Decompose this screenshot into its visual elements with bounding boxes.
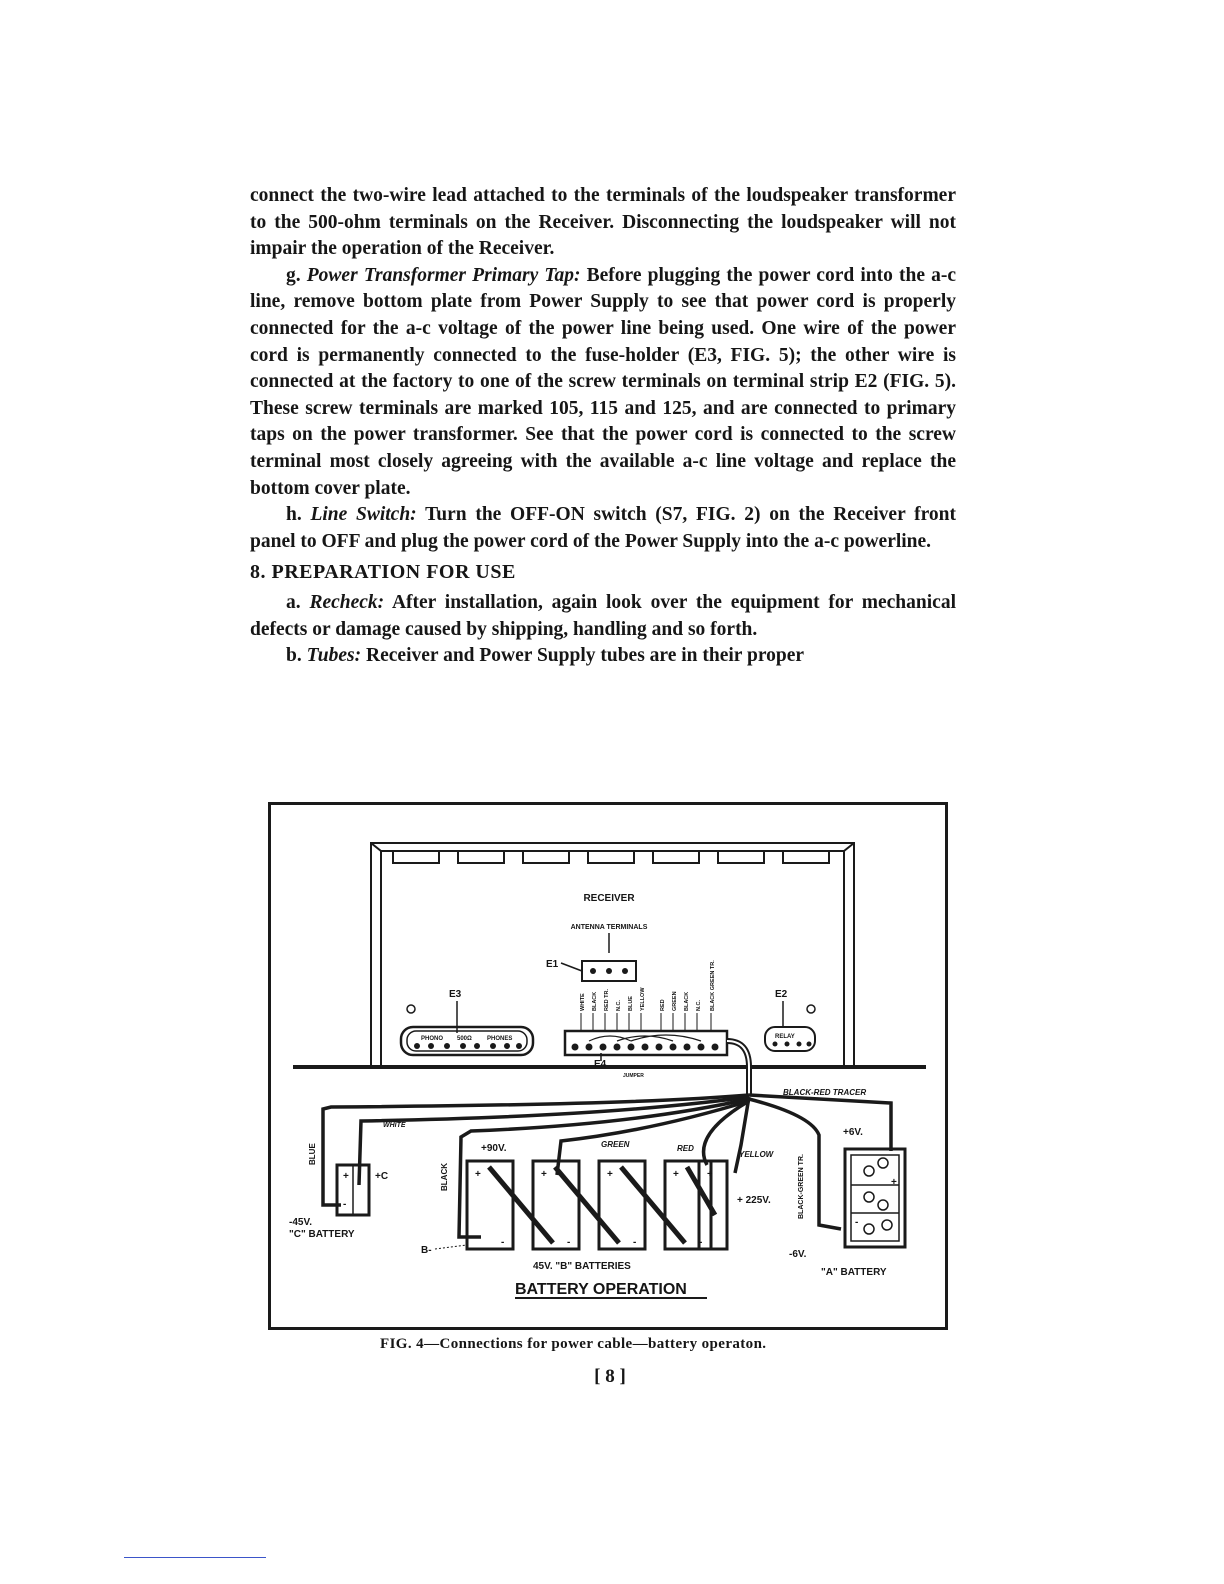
svg-text:+: +: [475, 1169, 481, 1180]
blue-label: BLUE: [308, 1143, 317, 1165]
paragraph-lead: h.: [286, 504, 302, 526]
paragraph-text: Receiver and Power Supply tubes are in their proper: [366, 645, 805, 667]
paragraph-run-in-title: Power Transformer Primary Tap:: [306, 264, 581, 286]
terminal-color-labels: [580, 960, 716, 1011]
battery-leads: [323, 1095, 891, 1237]
paragraph-lead: b.: [286, 645, 302, 667]
e3-label: E3: [449, 989, 462, 1000]
paragraph-run-in-title: Tubes:: [306, 645, 362, 667]
black-label: BLACK: [440, 1163, 449, 1191]
plus-90v-label: +90V.: [481, 1143, 507, 1154]
svg-text:-: -: [343, 1199, 347, 1210]
e4-label: E4: [594, 1059, 607, 1070]
svg-text:-: -: [699, 1237, 703, 1248]
plus-6v-label: +6V.: [843, 1127, 863, 1138]
terminal-color-label: BLACK GREEN TR.: [710, 960, 716, 1011]
b-batteries-label: 45V. "B" BATTERIES: [533, 1261, 631, 1272]
phono-label: PHONO: [421, 1036, 444, 1042]
svg-text:-: -: [567, 1237, 571, 1248]
terminal-color-label: RED: [660, 999, 666, 1011]
paragraph-text: Turn the OFF-ON switch (S7, FIG. 2) on the Receiver front panel to OFF and plug the power cord of the Power Supply into the a-c powerline.: [250, 504, 956, 552]
paragraph-text: connect the two-wire lead attached to the terminals of the loudspeaker transformer to the 500-ohm terminals on the Receiver. Disconnecting the loudspeaker will not impair the operation of the Receiver.: [250, 185, 956, 260]
minus-45v-label: -45V.: [289, 1217, 312, 1228]
paragraph-lead: a.: [286, 591, 301, 613]
terminal-color-label: BLACK: [684, 991, 690, 1011]
black-red-tracer-label: BLACK-RED TRACER: [783, 1088, 867, 1097]
c-battery-label: "C" BATTERY: [289, 1229, 355, 1240]
paragraph-text: After installation, again look over the equipment for mechanical defects or damage caused by shipping, handling and so forth.: [250, 591, 956, 640]
svg-text:+: +: [673, 1169, 679, 1180]
svg-text:-: -: [501, 1237, 505, 1248]
receiver-label: RECEIVER: [583, 893, 635, 904]
page-number: [ 8 ]: [594, 1366, 626, 1387]
paragraph-h: [250, 502, 956, 555]
antenna-terminals-label: ANTENNA TERMINALS: [570, 924, 648, 931]
terminal-color-label: GREEN: [672, 991, 678, 1011]
e4-terminal-strip: [565, 1031, 727, 1055]
terminal-color-label: N.C.: [696, 1000, 702, 1011]
jumper-wires: [589, 1035, 701, 1041]
paragraph-continuation: [250, 183, 956, 263]
e2-label: E2: [775, 989, 788, 1000]
white-label: WHITE: [383, 1122, 406, 1129]
svg-text:+: +: [541, 1169, 547, 1180]
svg-text:-: -: [633, 1237, 637, 1248]
terminal-color-label: WHITE: [580, 993, 586, 1011]
svg-text:+: +: [891, 1177, 897, 1188]
terminal-color-label: RED TR.: [604, 989, 610, 1011]
a-battery: [845, 1149, 905, 1247]
footnote-rule: [124, 1557, 266, 1558]
paragraph-run-in-title: Recheck:: [309, 591, 385, 613]
section-heading: 8. PREPARATION FOR USE: [250, 561, 516, 584]
green-label: GREEN: [601, 1140, 630, 1149]
svg-text:+: +: [707, 1169, 713, 1180]
wiring-diagram-figure: [268, 802, 948, 1330]
jumper-label: JUMPER: [623, 1073, 644, 1079]
terminal-color-label: N.C.: [616, 1000, 622, 1011]
paragraph-lead: g.: [286, 264, 301, 286]
paragraph-a: [250, 590, 956, 643]
relay-label: RELAY: [775, 1034, 795, 1040]
terminal-color-label: BLACK: [592, 991, 598, 1011]
phones-label: PHONES: [487, 1036, 513, 1042]
b-minus-label: B-: [421, 1245, 432, 1256]
plus-225v-label: + 225V.: [737, 1195, 771, 1206]
terminal-color-label: BLUE: [628, 996, 634, 1011]
paragraph-run-in-title: Line Switch:: [310, 504, 417, 526]
wiring-diagram: [271, 805, 945, 1327]
e1-label: E1: [546, 959, 559, 970]
paragraph-text: Before plugging the power cord into the a-c line, remove bottom plate from Power Supply to see that power cord is properly connected for the a-c voltage of the power line being used. One wire of the power cord is permanently connected to the fuse-holder (E3, FIG. 5); the other wire is connected at the factory to one of the screw terminals on terminal strip E2 (FIG. 5). These screw terminals are marked 105, 115 and 125, and are connected to primary taps on the power transformer. See that the power cord is connected to the screw terminal most closely agreeing with the available a-c line voltage and replace the bottom cover plate.: [250, 264, 957, 499]
svg-text:-: -: [855, 1217, 859, 1228]
b-batteries: [467, 1161, 727, 1249]
battery-operation-title: BATTERY OPERATION: [515, 1281, 687, 1298]
body-text: [250, 183, 956, 670]
paragraph-b: [250, 643, 956, 670]
terminal-color-label: YELLOW: [640, 987, 646, 1011]
minus-6v-label: -6V.: [789, 1249, 807, 1260]
figure-caption: FIG. 4—Connections for power cable—battery operaton.: [380, 1336, 767, 1352]
paragraph-g: [250, 263, 956, 502]
black-green-tr-label: BLACK-GREEN TR.: [798, 1154, 805, 1219]
red-label: RED: [677, 1144, 694, 1153]
svg-text:+: +: [607, 1169, 613, 1180]
svg-text:+: +: [343, 1171, 349, 1182]
b-battery-straps: [489, 1167, 715, 1243]
a-battery-label: "A" BATTERY: [821, 1267, 887, 1278]
plus-c-label: +C: [375, 1171, 389, 1182]
yellow-label: YELLOW: [739, 1150, 774, 1159]
500-label: 500Ω: [457, 1036, 472, 1042]
